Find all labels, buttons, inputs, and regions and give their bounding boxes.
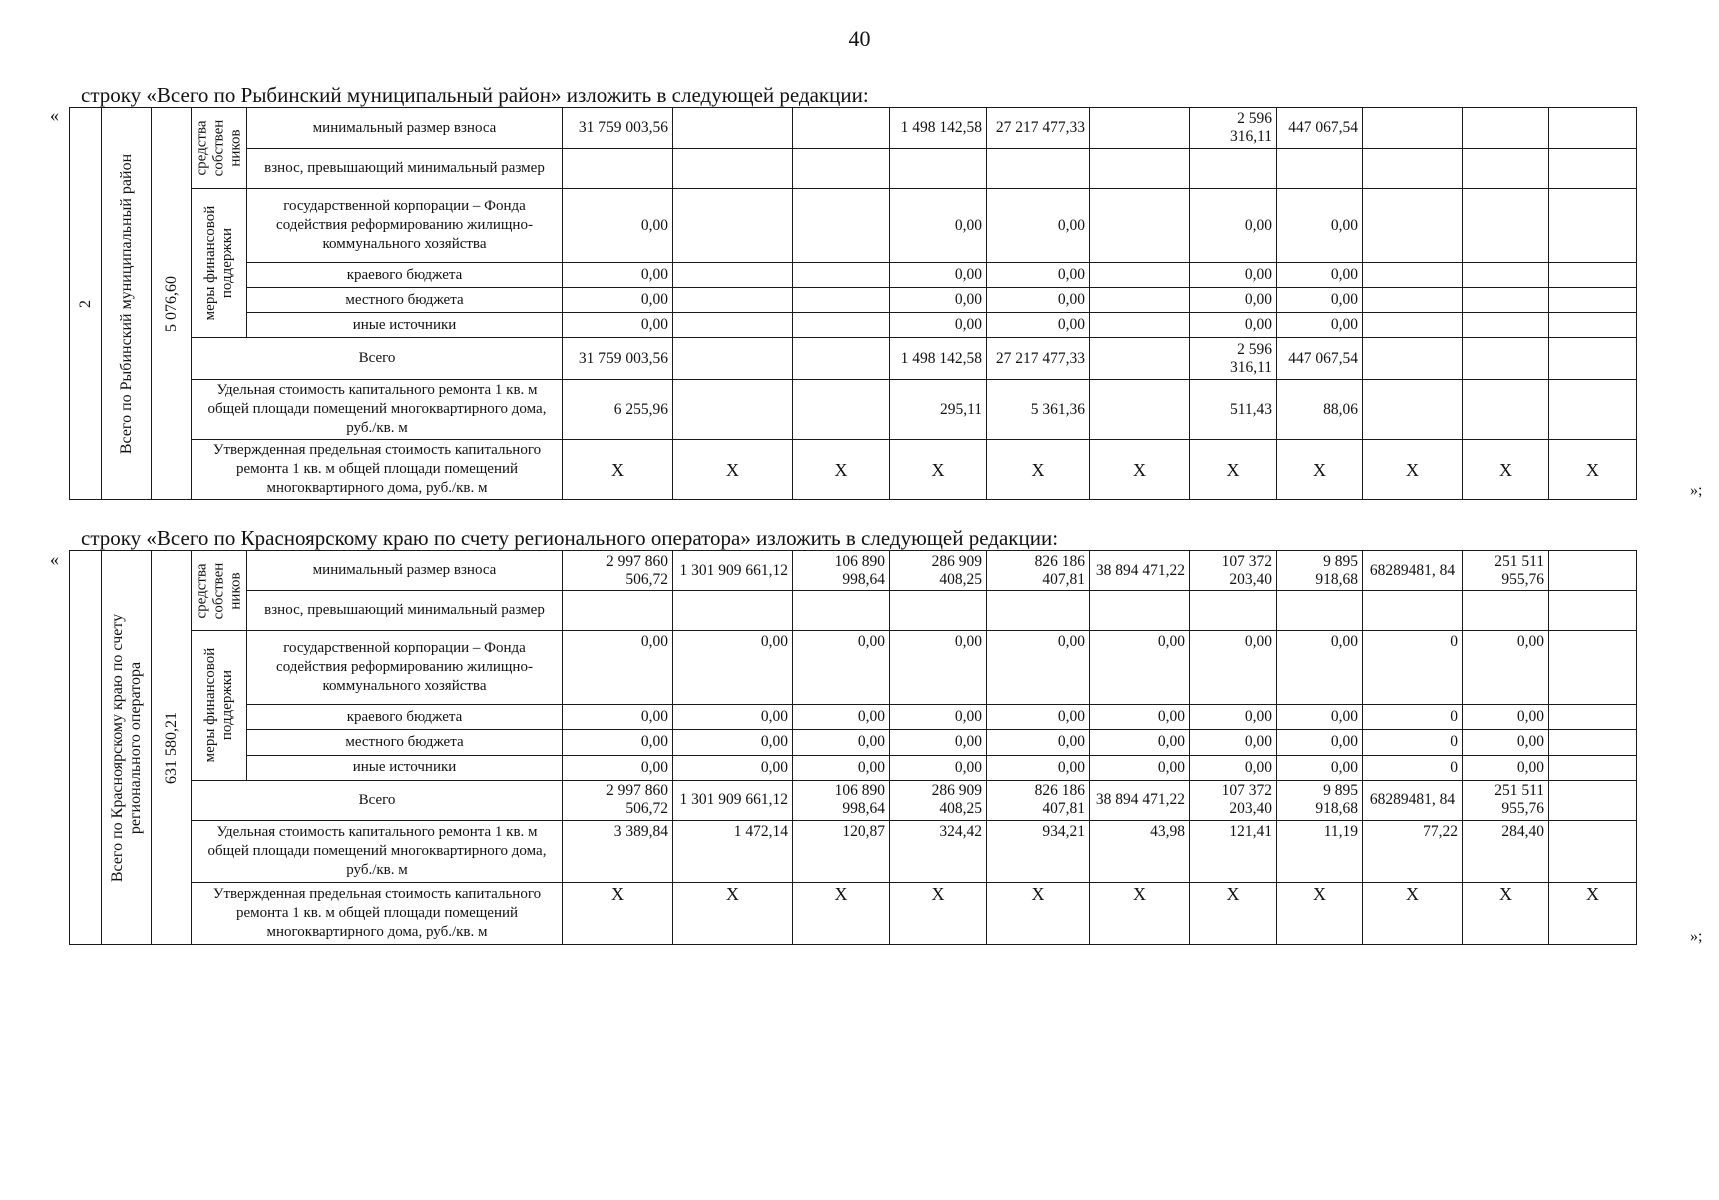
- cell: 0,00: [1090, 755, 1190, 780]
- cell: X: [673, 882, 793, 944]
- cell: [1277, 591, 1363, 631]
- min-fee-label: минимальный размер взноса: [247, 108, 563, 149]
- cell: 324,42: [890, 820, 987, 882]
- cell: [673, 288, 793, 313]
- table-row: [70, 288, 1637, 313]
- cell: 106 890 998,64: [793, 780, 890, 820]
- cell: 9 895 918,68: [1277, 780, 1363, 820]
- cell: 43,98: [1090, 820, 1190, 882]
- cell: 0,00: [890, 631, 987, 705]
- cell: 0,00: [563, 288, 673, 313]
- cell: 0,00: [563, 631, 673, 705]
- cell: 0,00: [1190, 313, 1277, 338]
- cell: [1363, 338, 1463, 380]
- cell: X: [1549, 440, 1637, 500]
- cell: 447 067,54: [1277, 338, 1363, 380]
- cell: 0,00: [1190, 705, 1277, 730]
- cell: X: [793, 440, 890, 500]
- cell: 0,00: [890, 705, 987, 730]
- cell: 0,00: [1190, 631, 1277, 705]
- table-row: [70, 263, 1637, 288]
- cell: [1090, 288, 1190, 313]
- cell: 0,00: [1463, 631, 1549, 705]
- cell: 0,00: [1277, 755, 1363, 780]
- cell: [987, 149, 1090, 189]
- cell: [1463, 338, 1549, 380]
- cell: [890, 149, 987, 189]
- cell: 0: [1363, 631, 1463, 705]
- cell: X: [1463, 440, 1549, 500]
- other-label: иные источники: [247, 313, 563, 338]
- table-row: [70, 755, 1637, 780]
- cell: 0,00: [987, 631, 1090, 705]
- cell: 0,00: [673, 730, 793, 755]
- cell: 826 186 407,81: [987, 780, 1090, 820]
- cell: 251 511 955,76: [1463, 551, 1549, 591]
- fund-label: государственной корпорации – Фонда содействия реформированию жилищно-коммунального хозяйства: [247, 189, 563, 263]
- cell: [1190, 149, 1277, 189]
- cell: 0,00: [1190, 263, 1277, 288]
- cell: [1549, 338, 1637, 380]
- cell: X: [1190, 882, 1277, 944]
- cell: 286 909 408,25: [890, 551, 987, 591]
- cell: X: [890, 882, 987, 944]
- local-label: местного бюджета: [247, 730, 563, 755]
- local-label: местного бюджета: [247, 288, 563, 313]
- cell: X: [987, 440, 1090, 500]
- cell: [1549, 288, 1637, 313]
- cell: X: [1363, 882, 1463, 944]
- quote-close: »;: [1690, 482, 1703, 499]
- cell: 0,00: [793, 730, 890, 755]
- cell: 0,00: [673, 705, 793, 730]
- cell: [793, 149, 890, 189]
- cell: 286 909 408,25: [890, 780, 987, 820]
- table-row: [70, 730, 1637, 755]
- cell: 68289481, 84: [1363, 551, 1463, 591]
- cell: 0,00: [1190, 288, 1277, 313]
- cell: [1463, 313, 1549, 338]
- cell: [1090, 338, 1190, 380]
- cell: 0,00: [1277, 189, 1363, 263]
- cell: [1549, 705, 1637, 730]
- cell: X: [673, 440, 793, 500]
- cell: 0,00: [1277, 730, 1363, 755]
- table-row: [70, 440, 1637, 500]
- area-cell: [152, 108, 192, 500]
- cell: X: [1277, 882, 1363, 944]
- cell: X: [1463, 882, 1549, 944]
- cell: [1549, 313, 1637, 338]
- cell: 0,00: [1190, 189, 1277, 263]
- own-funds-cell: [192, 108, 247, 189]
- cell: [673, 263, 793, 288]
- table-row: [70, 313, 1637, 338]
- cell: 0,00: [793, 705, 890, 730]
- cell: [1363, 380, 1463, 440]
- cell: [673, 189, 793, 263]
- cell: 6 255,96: [563, 380, 673, 440]
- cell: 1 498 142,58: [890, 338, 987, 380]
- cell: [1549, 591, 1637, 631]
- cell: 31 759 003,56: [563, 108, 673, 149]
- cell: 27 217 477,33: [987, 108, 1090, 149]
- cell: [1090, 108, 1190, 149]
- cell: 0,00: [563, 263, 673, 288]
- cell: 251 511 955,76: [1463, 780, 1549, 820]
- cell: 0,00: [793, 755, 890, 780]
- cell: X: [890, 440, 987, 500]
- cell: 31 759 003,56: [563, 338, 673, 380]
- cell: 0,00: [563, 705, 673, 730]
- limit-cost-label: Утвержденная предельная стоимость капитального ремонта 1 кв. м общей площади помещений многоквартирного дома, руб./кв. м: [192, 440, 563, 500]
- table-row: [70, 591, 1637, 631]
- cell: 284,40: [1463, 820, 1549, 882]
- cell: [1463, 108, 1549, 149]
- territory-name: Всего по Красноярскому краю по счету регионального оператора: [108, 613, 144, 882]
- cell: [1363, 313, 1463, 338]
- cell: [1090, 149, 1190, 189]
- cell: [1549, 263, 1637, 288]
- cell: 9 895 918,68: [1277, 551, 1363, 591]
- cell: [987, 591, 1090, 631]
- cell: 0,00: [1463, 705, 1549, 730]
- cell: 0,00: [1277, 263, 1363, 288]
- cell: [1363, 189, 1463, 263]
- cell: 3 389,84: [563, 820, 673, 882]
- cell: X: [1090, 882, 1190, 944]
- territory-cell: [102, 108, 152, 500]
- regional-label: краевого бюджета: [247, 705, 563, 730]
- other-label: иные источники: [247, 755, 563, 780]
- cell: 2 997 860 506,72: [563, 780, 673, 820]
- cell: 0,00: [673, 631, 793, 705]
- cell: [1549, 755, 1637, 780]
- quote-close: »;: [1690, 928, 1703, 945]
- cell: [1549, 149, 1637, 189]
- cell: 0,00: [793, 631, 890, 705]
- cell: 0,00: [1090, 705, 1190, 730]
- cell: [1090, 189, 1190, 263]
- cell: 1 301 909 661,12: [673, 551, 793, 591]
- cell: 0,00: [1277, 288, 1363, 313]
- cell: 11,19: [1277, 820, 1363, 882]
- area-value: 631 580,21: [162, 711, 180, 784]
- cell: [890, 591, 987, 631]
- section1-table: [69, 107, 1636, 499]
- cell: [1463, 189, 1549, 263]
- cell: 0,00: [987, 755, 1090, 780]
- section2-table: [69, 550, 1636, 945]
- cell: 0,00: [987, 730, 1090, 755]
- cell: 120,87: [793, 820, 890, 882]
- cell: [673, 108, 793, 149]
- cell: [673, 149, 793, 189]
- support-label: меры финансовой поддержки: [202, 205, 235, 321]
- cell: [1463, 591, 1549, 631]
- own-funds-label: средства собствен ников: [193, 119, 244, 177]
- cell: [1190, 591, 1277, 631]
- cell: [793, 380, 890, 440]
- own-funds-cell: [192, 551, 247, 631]
- cell: 0,00: [890, 730, 987, 755]
- cell: [793, 338, 890, 380]
- cell: 0: [1363, 755, 1463, 780]
- cell: 121,41: [1190, 820, 1277, 882]
- cell: [1549, 380, 1637, 440]
- cell: 2 596 316,11: [1190, 108, 1277, 149]
- row-number-cell: [70, 551, 102, 945]
- cell: [1549, 189, 1637, 263]
- cell: 0,00: [563, 189, 673, 263]
- cell: [793, 288, 890, 313]
- cell: [1549, 551, 1637, 591]
- cell: 27 217 477,33: [987, 338, 1090, 380]
- cell: X: [793, 882, 890, 944]
- regional-label: краевого бюджета: [247, 263, 563, 288]
- cell: [1090, 263, 1190, 288]
- cell: 38 894 471,22: [1090, 551, 1190, 591]
- cell: [793, 263, 890, 288]
- table-row: [70, 108, 1637, 149]
- cell: 0,00: [563, 755, 673, 780]
- table-row: [70, 631, 1637, 705]
- total-label: Всего: [192, 338, 563, 380]
- cell: [673, 338, 793, 380]
- own-funds-label: средства собствен ников: [193, 562, 244, 619]
- cell: 0,00: [987, 189, 1090, 263]
- cell: 0,00: [987, 288, 1090, 313]
- cell: 0: [1363, 705, 1463, 730]
- cell: 107 372 203,40: [1190, 551, 1277, 591]
- cell: 0,00: [1277, 313, 1363, 338]
- cell: [1090, 591, 1190, 631]
- support-cell: [192, 189, 247, 338]
- cell: [1090, 380, 1190, 440]
- cell: 0,00: [987, 263, 1090, 288]
- cell: 0,00: [890, 263, 987, 288]
- table-row: [70, 338, 1637, 380]
- cell: [1549, 780, 1637, 820]
- cell: [793, 591, 890, 631]
- cell: 0: [1363, 730, 1463, 755]
- cell: 0,00: [563, 313, 673, 338]
- table-row: [70, 189, 1637, 263]
- quote-open: «: [50, 105, 59, 125]
- cell: 0,00: [890, 288, 987, 313]
- cell: 88,06: [1277, 380, 1363, 440]
- cell: 5 361,36: [987, 380, 1090, 440]
- cell: [1277, 149, 1363, 189]
- cell: [673, 380, 793, 440]
- cell: X: [563, 882, 673, 944]
- row-number: 2: [76, 299, 94, 308]
- cell: 1 472,14: [673, 820, 793, 882]
- quote-open: «: [50, 549, 59, 569]
- cell: 77,22: [1363, 820, 1463, 882]
- cell: 1 301 909 661,12: [673, 780, 793, 820]
- cell: X: [1363, 440, 1463, 500]
- over-min-label: взнос, превышающий минимальный размер: [247, 149, 563, 189]
- cell: 2 997 860 506,72: [563, 551, 673, 591]
- cell: 0,00: [987, 313, 1090, 338]
- area-cell: [152, 551, 192, 945]
- table-row: [70, 882, 1637, 944]
- cell: [793, 313, 890, 338]
- cell: [1549, 631, 1637, 705]
- cell: X: [1277, 440, 1363, 500]
- cell: [563, 149, 673, 189]
- page-number: 40: [848, 26, 871, 51]
- cell: [1463, 380, 1549, 440]
- cell: 511,43: [1190, 380, 1277, 440]
- cell: 0,00: [890, 755, 987, 780]
- cell: [1363, 108, 1463, 149]
- fund-label: государственной корпорации – Фонда содействия реформированию жилищно-коммунального хозяйства: [247, 631, 563, 705]
- over-min-label: взнос, превышающий минимальный размер: [247, 591, 563, 631]
- cell: [1549, 820, 1637, 882]
- table-row: [70, 705, 1637, 730]
- cell: 1 498 142,58: [890, 108, 987, 149]
- limit-cost-label: Утвержденная предельная стоимость капитального ремонта 1 кв. м общей площади помещений многоквартирного дома, руб./кв. м: [192, 882, 563, 944]
- support-cell: [192, 631, 247, 780]
- cell: 447 067,54: [1277, 108, 1363, 149]
- cell: 0,00: [563, 730, 673, 755]
- min-fee-label: минимальный размер взноса: [247, 551, 563, 591]
- cell: 934,21: [987, 820, 1090, 882]
- table-row: [70, 380, 1637, 440]
- section2-intro: строку «Всего по Красноярскому краю по счету регионального оператора» изложить в следующей редакции:: [81, 526, 1059, 550]
- cell: 0,00: [1090, 730, 1190, 755]
- cell: 68289481, 84: [1363, 780, 1463, 820]
- row-number-cell: [70, 108, 102, 500]
- table-row: [70, 551, 1637, 591]
- unit-cost-label: Удельная стоимость капитального ремонта 1 кв. м общей площади помещений многоквартирного дома, руб./кв. м: [192, 820, 563, 882]
- cell: [1549, 108, 1637, 149]
- cell: 0,00: [673, 755, 793, 780]
- cell: 0,00: [890, 313, 987, 338]
- cell: X: [1190, 440, 1277, 500]
- section1-grid: [69, 107, 1637, 500]
- cell: [1363, 591, 1463, 631]
- table-row: [70, 780, 1637, 820]
- territory-name: Всего по Рыбинский муниципальный район: [117, 153, 135, 454]
- cell: 826 186 407,81: [987, 551, 1090, 591]
- cell: 2 596 316,11: [1190, 338, 1277, 380]
- cell: [673, 313, 793, 338]
- cell: 0,00: [1190, 755, 1277, 780]
- cell: 0,00: [1277, 705, 1363, 730]
- support-label: меры финансовой поддержки: [202, 648, 235, 763]
- cell: X: [987, 882, 1090, 944]
- area-value: 5 076,60: [162, 275, 180, 332]
- cell: [793, 108, 890, 149]
- cell: 295,11: [890, 380, 987, 440]
- cell: [1463, 263, 1549, 288]
- cell: [1549, 730, 1637, 755]
- cell: 0,00: [1463, 730, 1549, 755]
- cell: [563, 591, 673, 631]
- cell: 106 890 998,64: [793, 551, 890, 591]
- cell: [1463, 288, 1549, 313]
- unit-cost-label: Удельная стоимость капитального ремонта 1 кв. м общей площади помещений многоквартирного дома, руб./кв. м: [192, 380, 563, 440]
- cell: [793, 189, 890, 263]
- table-row: [70, 149, 1637, 189]
- section1-intro: строку «Всего по Рыбинский муниципальный район» изложить в следующей редакции:: [81, 83, 869, 107]
- cell: 0,00: [987, 705, 1090, 730]
- cell: [1363, 149, 1463, 189]
- cell: [1363, 263, 1463, 288]
- cell: [1090, 313, 1190, 338]
- territory-cell: [102, 551, 152, 945]
- section2-grid: [69, 550, 1637, 945]
- cell: 107 372 203,40: [1190, 780, 1277, 820]
- cell: 0,00: [1190, 730, 1277, 755]
- cell: 0,00: [890, 189, 987, 263]
- cell: [673, 591, 793, 631]
- cell: [1463, 149, 1549, 189]
- cell: X: [563, 440, 673, 500]
- cell: [1363, 288, 1463, 313]
- cell: 0,00: [1090, 631, 1190, 705]
- total-label: Всего: [192, 780, 563, 820]
- table-row: [70, 820, 1637, 882]
- cell: X: [1090, 440, 1190, 500]
- cell: 38 894 471,22: [1090, 780, 1190, 820]
- cell: 0,00: [1463, 755, 1549, 780]
- cell: 0,00: [1277, 631, 1363, 705]
- cell: X: [1549, 882, 1637, 944]
